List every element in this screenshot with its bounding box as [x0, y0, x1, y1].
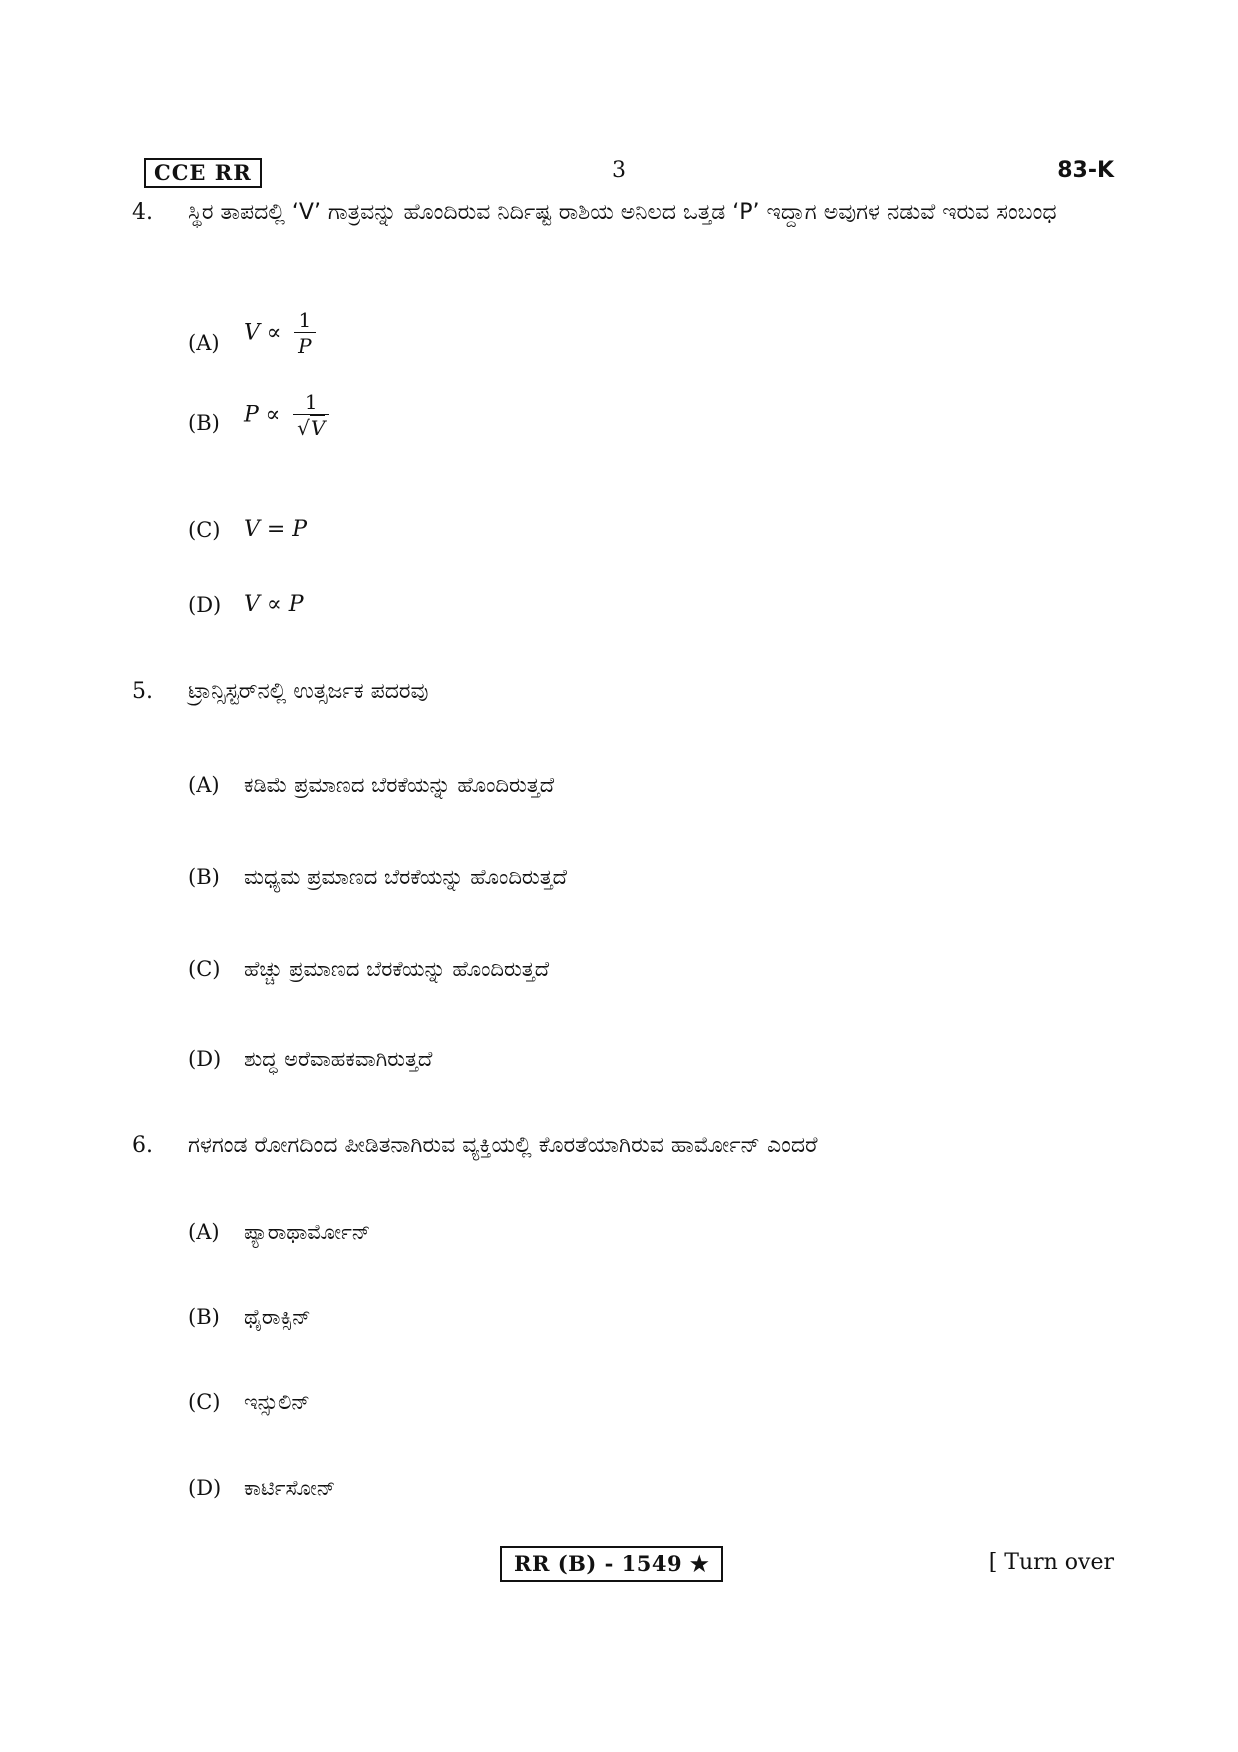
fraction-denominator [293, 414, 329, 441]
option-label: (D) [188, 1047, 222, 1071]
option-text: ಪ್ಯಾರಾಥಾರ್ಮೋನ್ [244, 1220, 371, 1244]
question-number: 5. [132, 679, 153, 704]
option-label: (B) [188, 1305, 220, 1329]
fraction-numerator: 1 [298, 308, 312, 332]
option-text: ಇನ್ಸುಲಿನ್ [244, 1390, 310, 1414]
option-text: ಕಡಿಮೆ ಪ್ರಮಾಣದ ಬೆರಕೆಯನ್ನು ಹೊಂದಿರುತ್ತದೆ [244, 773, 555, 797]
turn-over-note: [ Turn over [988, 1550, 1114, 1575]
fraction [293, 390, 329, 441]
paper-code-box: CCE RR [144, 158, 262, 188]
option-text: ಶುದ್ಧ ಅರೆವಾಹಕವಾಗಿರುತ್ತದೆ [244, 1047, 433, 1071]
proportional-symbol: ∝ [265, 402, 281, 428]
option-label: (A) [188, 1220, 220, 1244]
option-label: (B) [188, 865, 220, 889]
fraction-denominator: P [294, 332, 315, 359]
formula-lhs: P [244, 402, 259, 428]
question-text: ಟ್ರಾನ್ಸಿಸ್ಟರ್‌ನಲ್ಲಿ ಉತ್ಸರ್ಜಕ ಪದರವು [188, 679, 429, 704]
option-formula: V = P [244, 517, 308, 542]
option-formula [244, 390, 329, 441]
option-text: ಹೆಚ್ಚು ಪ್ರಮಾಣದ ಬೆರಕೆಯನ್ನು ಹೊಂದಿರುತ್ತದೆ [244, 957, 550, 981]
subject-code: 83-K [1057, 158, 1114, 183]
question-text: ಸ್ಥಿರ ತಾಪದಲ್ಲಿ ‘V’ ಗಾತ್ರವನ್ನು ಹೊಂದಿರುವ ನಿರ್ದಿಷ್ಟ ರಾಶಿಯ ಅನಿಲದ ಒತ್ತಡ ‘P’ ಇದ್ದಾಗ ಅವುಗಳ ನಡುವೆ ಇರುವ ಸಂಬಂಧ [188, 200, 1057, 225]
option-label: (A) [188, 773, 220, 797]
option-label: (A) [188, 331, 220, 355]
radicand: V [310, 416, 326, 440]
option-label: (C) [188, 1390, 221, 1414]
formula-lhs: V [244, 320, 260, 346]
option-label: (D) [188, 1476, 222, 1500]
option-formula [244, 308, 316, 359]
option-label: (B) [188, 411, 220, 435]
fraction [294, 308, 315, 359]
option-label: (C) [188, 957, 221, 981]
option-label: (C) [188, 518, 221, 542]
question-number: 6. [132, 1133, 153, 1158]
option-formula: V ∝ P [244, 592, 304, 617]
fraction-numerator: 1 [304, 390, 318, 414]
question-text: ಗಳಗಂಡ ರೋಗದಿಂದ ಪೀಡಿತನಾಗಿರುವ ವ್ಯಕ್ತಿಯಲ್ಲಿ ಕೊರತೆಯಾಗಿರುವ ಹಾರ್ಮೋನ್ ಎಂದರೆ [188, 1133, 818, 1158]
option-text: ಥೈರಾಕ್ಸಿನ್ [244, 1305, 311, 1329]
page-number: 3 [612, 158, 626, 183]
proportional-symbol: ∝ [266, 320, 282, 346]
option-label: (D) [188, 593, 222, 617]
paper-series-box: RR (B) - 1549 ★ [500, 1546, 723, 1582]
sqrt-sign: √ [297, 416, 310, 440]
option-text: ಕಾರ್ಟಿಸೋನ್ [244, 1476, 336, 1500]
option-text: ಮಧ್ಯಮ ಪ್ರಮಾಣದ ಬೆರಕೆಯನ್ನು ಹೊಂದಿರುತ್ತದೆ [244, 865, 568, 889]
question-number: 4. [132, 200, 153, 225]
